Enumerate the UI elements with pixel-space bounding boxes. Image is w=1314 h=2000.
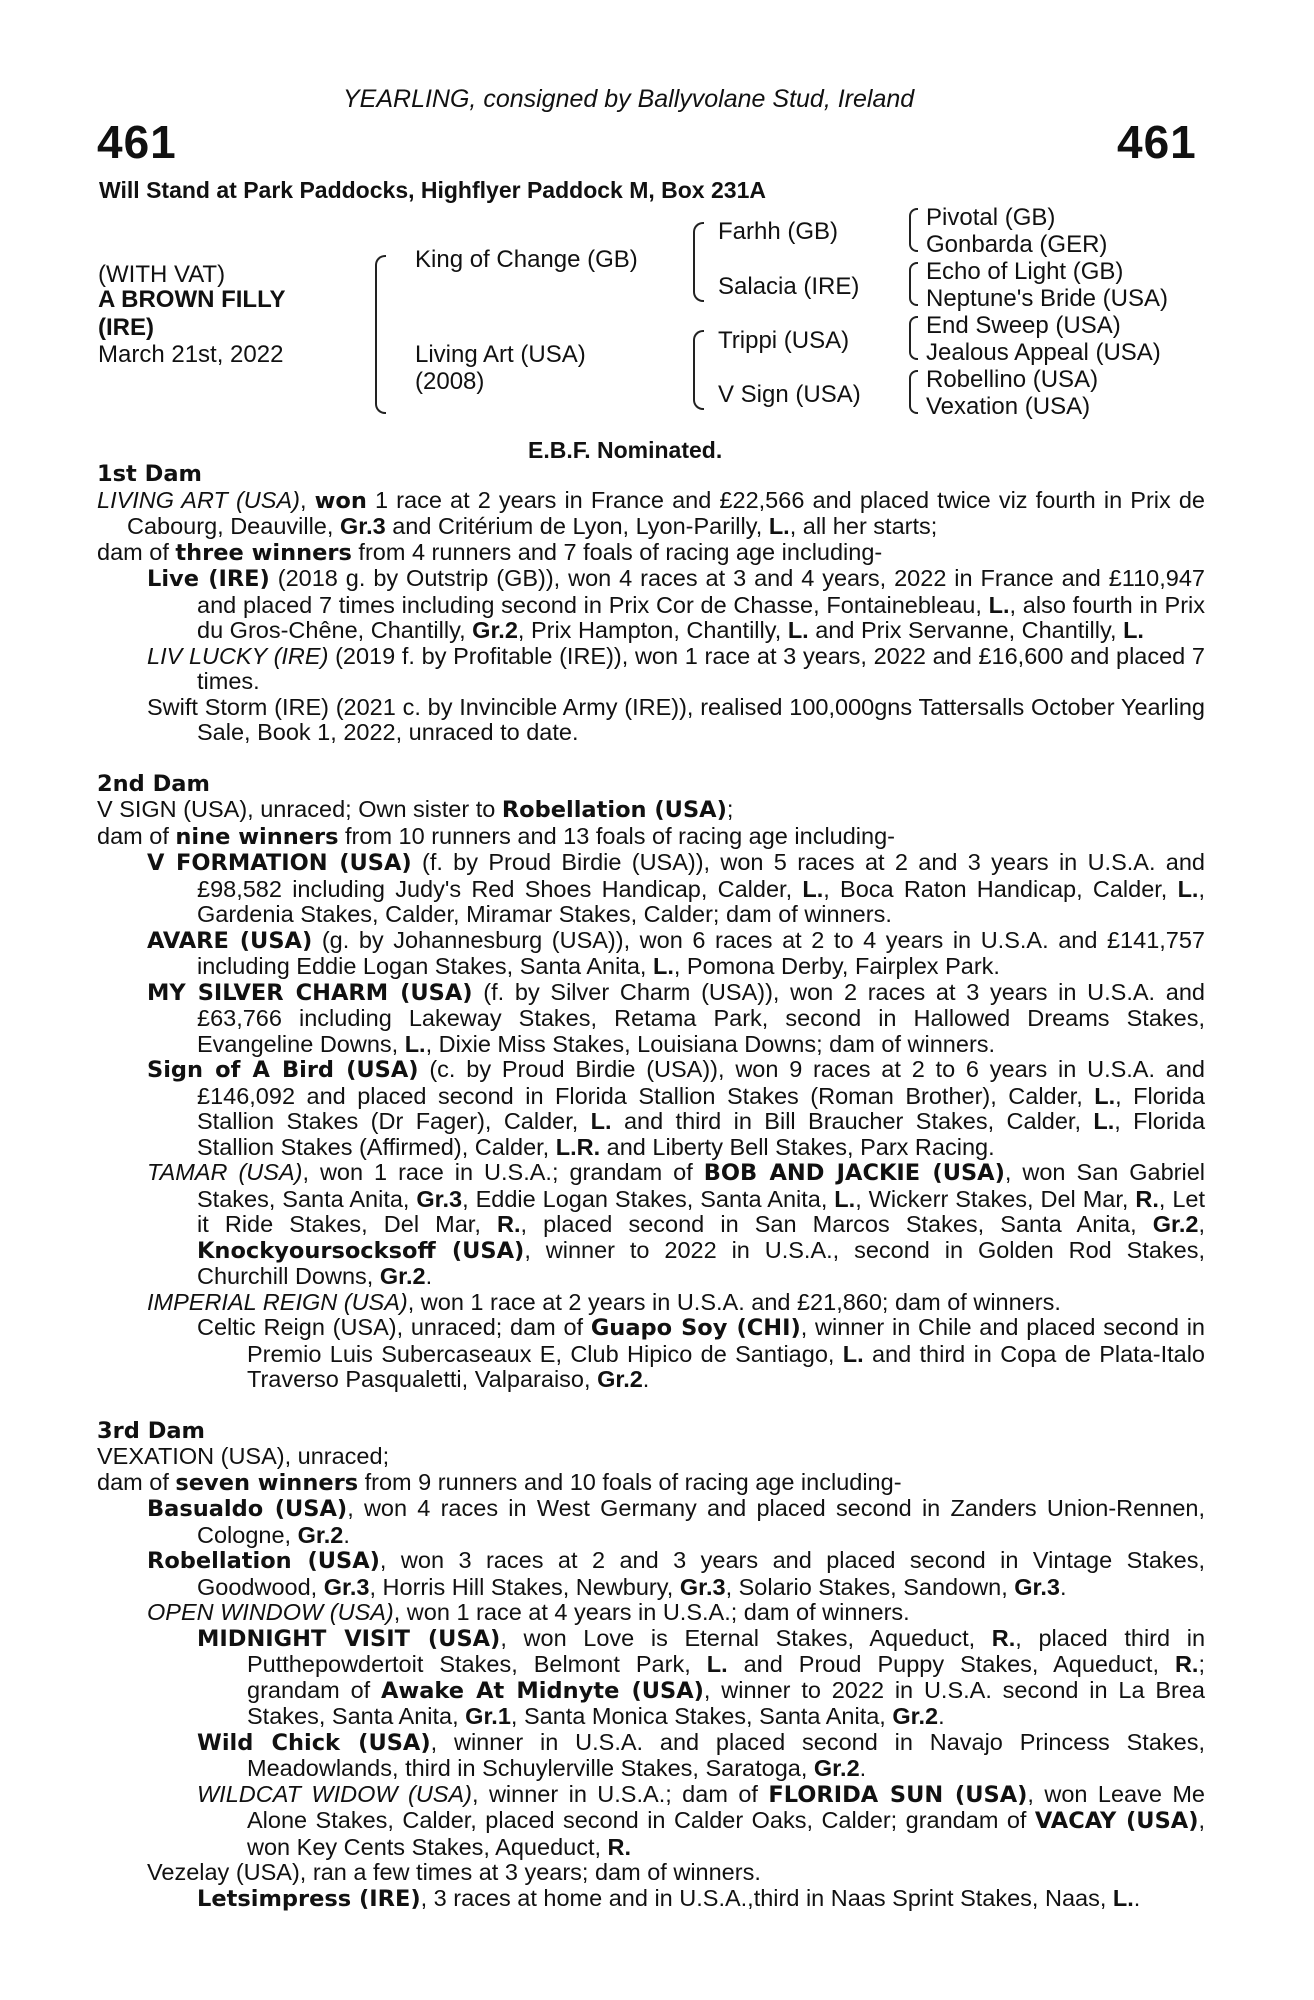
ancestor-7: Robellino (USA) <box>926 366 1099 393</box>
produce-entry: Wild Chick (USA), winner in U.S.A. and placed second in Navajo Princess Stakes, Meadowlands, third in Schuylerville Stakes, Saratoga, Gr.2. <box>197 1728 1206 1781</box>
produce-entry: LIV LUCKY (IRE) (2019 f. by Profitable (IRE)), won 1 race at 3 years, 2022 and £16,600 and placed 7 times. <box>147 642 1206 694</box>
sire-dam-name: Salacia (IRE) <box>718 273 860 300</box>
produce-entry: AVARE (USA) (g. by Johannesburg (USA)), won 6 races at 2 to 4 years in U.S.A. and £141,757 including Eddie Logan Stakes, Santa Anita, L., Pomona Derby, Fairplex Park. <box>147 926 1206 979</box>
ancestor-8: Vexation (USA) <box>926 393 1091 420</box>
horse-origin: (IRE) <box>98 314 154 341</box>
dam-dam-name: V Sign (USA) <box>718 381 861 408</box>
lot-number-left: 461 <box>97 116 177 168</box>
second-dam-produce-summary: dam of nine winners from 10 runners and 13 foals of racing age including- <box>97 822 895 850</box>
sire-name: King of Change (GB) <box>415 246 638 273</box>
pedigree-brace-g1 <box>909 208 918 252</box>
pedigree-brace-main <box>375 255 386 414</box>
catalogue-body <box>97 462 1205 1912</box>
dam-year: (2008) <box>415 368 485 395</box>
consignment-line: YEARLING, consigned by Ballyvolane Stud, Ireland <box>343 85 915 113</box>
pedigree-brace-dam <box>693 330 704 410</box>
produce-entry: Swift Storm (IRE) (2021 c. by Invincible Army (IRE)), realised 100,000gns Tattersalls October Yearling Sale, Book 1, 2022, unraced to date. <box>147 693 1205 745</box>
dam-sire-name: Trippi (USA) <box>718 327 850 354</box>
ancestor-4: Neptune's Bride (USA) <box>926 285 1169 312</box>
first-dam-record: LIVING ART (USA), won 1 race at 2 years in France and £22,566 and placed twice viz fourth in Prix de Cabourg, Deauville, Gr.3 and Critérium de Lyon, Lyon-Parilly, L., all her starts; <box>97 486 1205 539</box>
pedigree-brace-g3 <box>909 316 918 360</box>
produce-entry: IMPERIAL REIGN (USA), won 1 race at 2 years in U.S.A. and £21,860; dam of winners. <box>147 1288 1061 1315</box>
ancestor-6: Jealous Appeal (USA) <box>926 339 1161 366</box>
produce-entry: OPEN WINDOW (USA), won 1 race at 4 years in U.S.A.; dam of winners. <box>147 1599 910 1625</box>
third-dam-heading: 3rd Dam <box>97 1417 205 1444</box>
produce-entry: MIDNIGHT VISIT (USA), won Love is Eternal Stakes, Aqueduct, R., placed third in Putthepowdertoit Stakes, Belmont Park, L. and Proud Puppy Stakes, Aqueduct, R.; grandam of Awake At Midnyte (USA), winner to 2022 in U.S.A. second in La Brea Stakes, Santa Anita, Gr.1, Santa Monica Stakes, Santa Anita, Gr.2. <box>197 1624 1206 1729</box>
produce-entry: Basualdo (USA), won 4 races in West Germany and placed second in Zanders Union-Rennen, Cologne, Gr.2. <box>147 1495 1205 1548</box>
lot-number-right: 461 <box>1117 116 1197 168</box>
pedigree-brace-sire <box>693 222 704 302</box>
ancestor-5: End Sweep (USA) <box>926 312 1121 339</box>
ancestor-3: Echo of Light (GB) <box>926 258 1124 285</box>
first-dam-heading: 1st Dam <box>97 461 202 487</box>
ancestor-2: Gonbarda (GER) <box>926 231 1108 258</box>
produce-entry: WILDCAT WIDOW (USA), winner in U.S.A.; dam of FLORIDA SUN (USA), won Leave Me Alone Stakes, Calder, placed second in Calder Oaks, Calder; grandam of VACAY (USA), won Key Cents Stakes, Aqueduct, R. <box>197 1780 1206 1860</box>
vat-note: (WITH VAT) <box>98 261 226 288</box>
stand-location: Will Stand at Park Paddocks, Highflyer Paddock M, Box 231A <box>99 177 766 203</box>
produce-entry: Letsimpress (IRE), 3 races at home and in U.S.A.,third in Naas Sprint Stakes, Naas, L.. <box>197 1884 1141 1912</box>
third-dam-produce-summary: dam of seven winners from 9 runners and 10 foals of racing age including- <box>97 1468 902 1496</box>
sire-sire-name: Farhh (GB) <box>718 218 839 245</box>
produce-entry: Robellation (USA), won 3 races at 2 and 3 years and placed second in Vintage Stakes, Goodwood, Gr.3, Horris Hill Stakes, Newbury, Gr.3, Solario Stakes, Sandown, Gr.3. <box>147 1547 1205 1600</box>
produce-entry: Vezelay (USA), ran a few times at 3 years; dam of winners. <box>147 1859 761 1885</box>
second-dam-record: V SIGN (USA), unraced; Own sister to Robellation (USA); <box>97 796 734 823</box>
first-dam-produce-summary: dam of three winners from 4 runners and 7 foals of racing age including- <box>97 538 883 566</box>
pedigree-brace-g4 <box>909 370 918 414</box>
produce-entry: TAMAR (USA), won 1 race in U.S.A.; grandam of BOB AND JACKIE (USA), won San Gabriel Stakes, Santa Anita, Gr.3, Eddie Logan Stakes, Santa Anita, L., Wickerr Stakes, Del Mar, R., Let it Ride Stakes, Del Mar, R., placed second in San Marcos Stakes, Santa Anita, Gr.2, Knockyoursocksoff (USA), winner to 2022 in U.S.A., second in Golden Rod Stakes, Churchill Downs, Gr.2. <box>147 1159 1206 1289</box>
produce-entry: V FORMATION (USA) (f. by Proud Birdie (USA)), won 5 races at 2 and 3 years in U.S.A. and £98,582 including Judy's Red Shoes Handicap, Calder, L., Boca Raton Handicap, Calder, L., Gardenia Stakes, Calder, Miramar Stakes, Calder; dam of winners. <box>147 849 1206 927</box>
foaling-date: March 21st, 2022 <box>98 341 284 368</box>
produce-entry: Live (IRE) (2018 g. by Outstrip (GB)), won 4 races at 3 and 4 years, 2022 in France and £110,947 and placed 7 times including second in Prix Cor de Chasse, Fontainebleau, L., also fourth in Prix du Gros-Chêne, Chantilly, Gr.2, Prix Hampton, Chantilly, L. and Prix Servanne, Chantilly, L. <box>147 565 1205 643</box>
horse-description: A BROWN FILLY <box>98 286 286 313</box>
ancestor-1: Pivotal (GB) <box>926 204 1056 231</box>
produce-entry: MY SILVER CHARM (USA) (f. by Silver Charm (USA)), won 2 races at 3 years in U.S.A. and £63,766 including Lakeway Stakes, Retama Park, second in Hallowed Dreams Stakes, Evangeline Downs, L., Dixie Miss Stakes, Louisiana Downs; dam of winners. <box>147 978 1205 1057</box>
produce-entry: Celtic Reign (USA), unraced; dam of Guapo Soy (CHI), winner in Chile and placed second in Premio Luis Subercaseaux E, Club Hipico de Santiago, L. and third in Copa de Plata-Italo Traverso Pasqualetti, Valparaiso, Gr.2. <box>197 1314 1205 1392</box>
second-dam-heading: 2nd Dam <box>97 770 210 797</box>
pedigree-brace-g2 <box>909 262 918 306</box>
ebf-nomination: E.B.F. Nominated. <box>528 437 723 463</box>
dam-name: Living Art (USA) <box>415 341 586 368</box>
third-dam-record: VEXATION (USA), unraced; <box>97 1443 390 1469</box>
produce-entry: Sign of A Bird (USA) (c. by Proud Birdie (USA)), won 9 races at 2 to 6 years in U.S.A. and £146,092 and placed second in Florida Stallion Stakes (Roman Brother), Calder, L., Florida Stallion Stakes (Dr Fager), Calder, L. and third in Bill Braucher Stakes, Calder, L., Florida Stallion Stakes (Affirmed), Calder, L.R. and Liberty Bell Stakes, Parx Racing. <box>147 1056 1206 1160</box>
